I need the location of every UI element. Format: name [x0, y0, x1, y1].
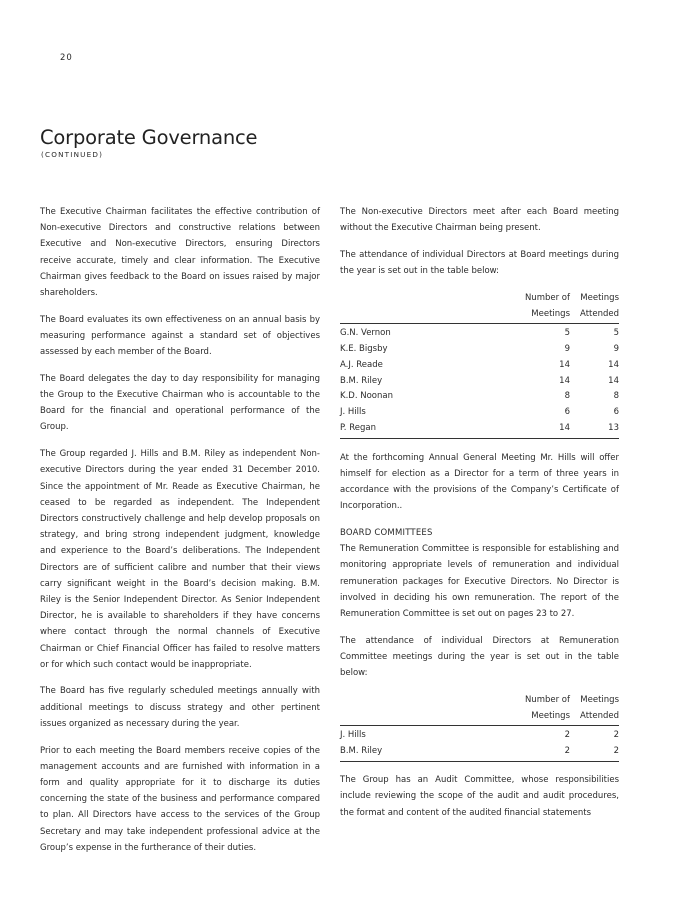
page-title: Corporate Governance: [40, 126, 258, 149]
table-row: [340, 725, 619, 743]
header-number-top: Number of: [524, 694, 570, 705]
table-header-row: [340, 306, 619, 324]
header-attended-top: Meetings: [580, 292, 619, 303]
director-name: B.M. Riley: [340, 744, 520, 761]
meetings-number: 14: [559, 375, 570, 386]
paragraph: The Board has five regularly scheduled meetings annually with additional meetings to discuss strategy and other pertinent issues organized as necessary during the year.: [40, 686, 320, 729]
right-column: [340, 204, 619, 831]
meetings-attended: 5: [613, 327, 619, 338]
table-row: [340, 421, 619, 438]
meetings-attended: 2: [570, 744, 619, 761]
meetings-attended: 2: [613, 729, 619, 740]
header-cell-empty: [340, 692, 520, 708]
table-header-row: [340, 692, 619, 708]
director-name: G.N. Vernon: [340, 327, 391, 338]
paragraph: The Executive Chairman facilitates the effective contribution of Non-executive Directors and constructive relations between Executive and Non-executive Directors, ensuring Directors receive accurate, timely and clear information. The Executive Chairman gives feedback to the Board on issues raised by major shareholders.: [40, 207, 320, 299]
table-row: [340, 389, 619, 405]
meetings-number: 2: [564, 729, 570, 740]
meetings-number: 5: [564, 327, 570, 338]
page-subtitle: (CONTINUED): [41, 150, 104, 159]
meetings-attended: 14: [608, 375, 619, 386]
table-row: [340, 405, 619, 421]
paragraph: At the forthcoming Annual General Meeting Mr. Hills will offer himself for election as a Director for a term of three years in accordance with the provisions of the Company’s Certificate of Incorporation..: [340, 452, 619, 512]
table-row: [340, 323, 619, 341]
table-row: [340, 374, 619, 390]
table-row: [340, 358, 619, 374]
director-name: J. Hills: [340, 729, 366, 740]
table-header-row: [340, 708, 619, 726]
table-header-row: [340, 290, 619, 306]
meetings-attended: 6: [613, 407, 619, 418]
paragraph: The Board evaluates its own effectiveness on an annual basis by measuring performance against a standard set of objectives assessed by each member of the Board.: [40, 314, 320, 358]
director-name: K.E. Bigsby: [340, 343, 388, 354]
paragraph: The attendance of individual Directors at Board meetings during the year is set out in the table below:: [340, 249, 619, 277]
meetings-number: 14: [559, 359, 570, 370]
left-column: [40, 204, 320, 867]
header-cell-empty: [340, 306, 520, 324]
director-name: J. Hills: [340, 407, 366, 418]
paragraph: The Group regarded J. Hills and B.M. Riley as independent Non-executive Directors during the year ended 31 December 2010. Since the appointment of Mr. Reade as Executive Chairman, he ceased to be regarded as independent. The Independent Directors constructively challenge and help develop proposals on strategy, and bring strong independent judgment, knowledge and experience to the Board’s deliberations. The Independent Directors are of sufficient calibre and number that their views carry significant weight in the Board’s decision making. B.M. Riley is the Senior Independent Director. As Senior Independent Director, he is available to shareholders if they have concerns where contact through the normal channels of Executive Chairman or Chief Financial Officer has failed to resolve matters or for which such contact would be inappropriate.: [40, 449, 320, 670]
meetings-number: 2: [520, 744, 570, 761]
director-name: A.J. Reade: [340, 359, 383, 370]
page-number: 20: [60, 53, 73, 63]
remuneration-attendance-table: [340, 692, 619, 762]
header-cell-empty: [340, 708, 520, 726]
meetings-attended: 13: [570, 421, 619, 438]
director-name: B.M. Riley: [340, 375, 383, 386]
meetings-number: 14: [520, 421, 570, 438]
paragraph: The attendance of individual Directors at Remuneration Committee meetings during the year is set out in the table below:: [340, 635, 619, 679]
section-heading: BOARD COMMITTEES: [340, 527, 433, 538]
meetings-number: 8: [564, 391, 570, 402]
director-name: P. Regan: [340, 421, 520, 438]
header-attended-bottom: Attended: [570, 708, 619, 726]
header-cell-empty: [340, 290, 520, 306]
director-name: K.D. Noonan: [340, 391, 393, 402]
meetings-number: 6: [564, 407, 570, 418]
meetings-attended: 14: [608, 359, 619, 370]
board-attendance-table: [340, 290, 619, 439]
meetings-number: 9: [564, 343, 570, 354]
header-number-bottom: Meetings: [520, 708, 570, 726]
header-attended-top: Meetings: [580, 694, 619, 705]
meetings-attended: 9: [613, 343, 619, 354]
header-number-bottom: Meetings: [520, 306, 570, 324]
paragraph: The Group has an Audit Committee, whose responsibilities include reviewing the scope of the audit and audit procedures, the format and content of the audited financial statements: [340, 775, 619, 818]
header-number-top: Number of: [524, 292, 570, 303]
meetings-attended: 8: [613, 391, 619, 402]
header-attended-bottom: Attended: [570, 306, 619, 324]
paragraph: The Non-executive Directors meet after each Board meeting without the Executive Chairman being present.: [340, 207, 619, 234]
paragraph: The Board delegates the day to day responsibility for managing the Group to the Executive Chairman who is accountable to the Board for the financial and operational performance of the Group.: [40, 373, 320, 433]
paragraph: The Remuneration Committee is responsible for establishing and monitoring appropriate levels of remuneration and individual remuneration packages for Executive Directors. No Director is involved in deciding his own remuneration. The report of the Remuneration Committee is set out on pages 23 to 27.: [340, 544, 619, 619]
table-row: [340, 744, 619, 761]
table-row: [340, 342, 619, 358]
paragraph: Prior to each meeting the Board members receive copies of the management accounts and are furnished with information in a form and quality appropriate for it to discharge its duties concerning the state of the business and performance compared to plan. All Directors have access to the services of the Group Secretary and may take independent professional advice at the Group’s expense in the furtherance of their duties.: [40, 745, 320, 853]
